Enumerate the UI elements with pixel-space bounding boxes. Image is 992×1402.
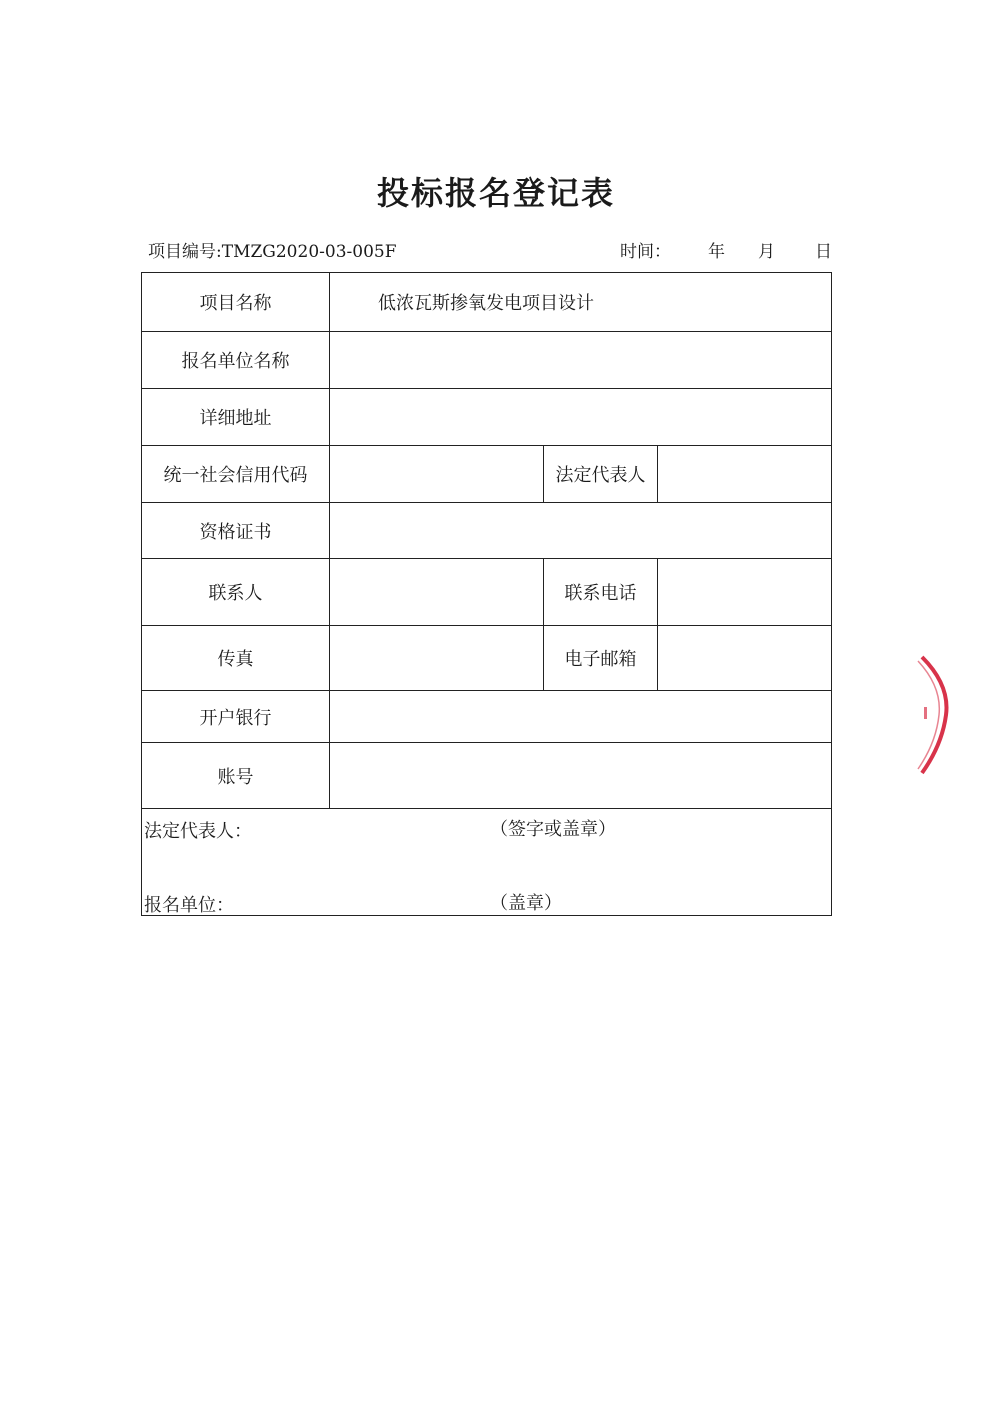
legal-rep-label: 法定代表人 (544, 446, 658, 503)
fax-field[interactable] (330, 626, 544, 691)
bank-label: 开户银行 (142, 691, 330, 743)
phone-label: 联系电话 (544, 559, 658, 626)
page-title: 投标报名登记表 (376, 174, 615, 212)
address-label: 详细地址 (142, 389, 330, 446)
applicant-unit-label: 报名单位： (144, 895, 234, 916)
table-row (142, 389, 832, 446)
month-label: 月 (758, 242, 775, 262)
contact-label: 联系人 (142, 559, 330, 626)
table-row (142, 503, 832, 559)
qualification-label: 资格证书 (142, 503, 330, 559)
table-row (142, 691, 832, 743)
table-row (142, 743, 832, 809)
red-seal-edge (912, 655, 952, 775)
table-row (142, 809, 832, 916)
account-label: 账号 (142, 743, 330, 809)
qualification-field[interactable] (330, 503, 832, 559)
project-number: 项目编号:TMZG2020-03-005F (148, 242, 397, 262)
table-row (142, 273, 832, 332)
credit-code-label: 统一社会信用代码 (142, 446, 330, 503)
applicant-name-label: 报名单位名称 (142, 332, 330, 389)
phone-field[interactable] (658, 559, 832, 626)
table-row (142, 446, 832, 503)
seal-mark (924, 707, 927, 719)
registration-form (141, 272, 832, 916)
year-label: 年 (708, 242, 725, 262)
signature-area (142, 809, 832, 916)
email-label: 电子邮箱 (544, 626, 658, 691)
applicant-name-field[interactable] (330, 332, 832, 389)
email-field[interactable] (658, 626, 832, 691)
bank-field[interactable] (330, 691, 832, 743)
project-name-label: 项目名称 (142, 273, 330, 332)
project-name-value[interactable]: 低浓瓦斯掺氧发电项目设计 (330, 273, 832, 332)
account-field[interactable] (330, 743, 832, 809)
fax-label: 传真 (142, 626, 330, 691)
day-label: 日 (815, 242, 832, 262)
credit-code-field[interactable] (330, 446, 544, 503)
address-field[interactable] (330, 389, 832, 446)
table-row (142, 626, 832, 691)
table-row (142, 559, 832, 626)
seal-note: （盖章） (490, 893, 562, 914)
sign-or-seal-note: （签字或盖章） (490, 819, 616, 840)
legal-rep-signature-label: 法定代表人： (144, 821, 252, 842)
legal-rep-field[interactable] (658, 446, 832, 503)
table-row (142, 332, 832, 389)
time-label: 时间： (620, 242, 671, 262)
contact-field[interactable] (330, 559, 544, 626)
